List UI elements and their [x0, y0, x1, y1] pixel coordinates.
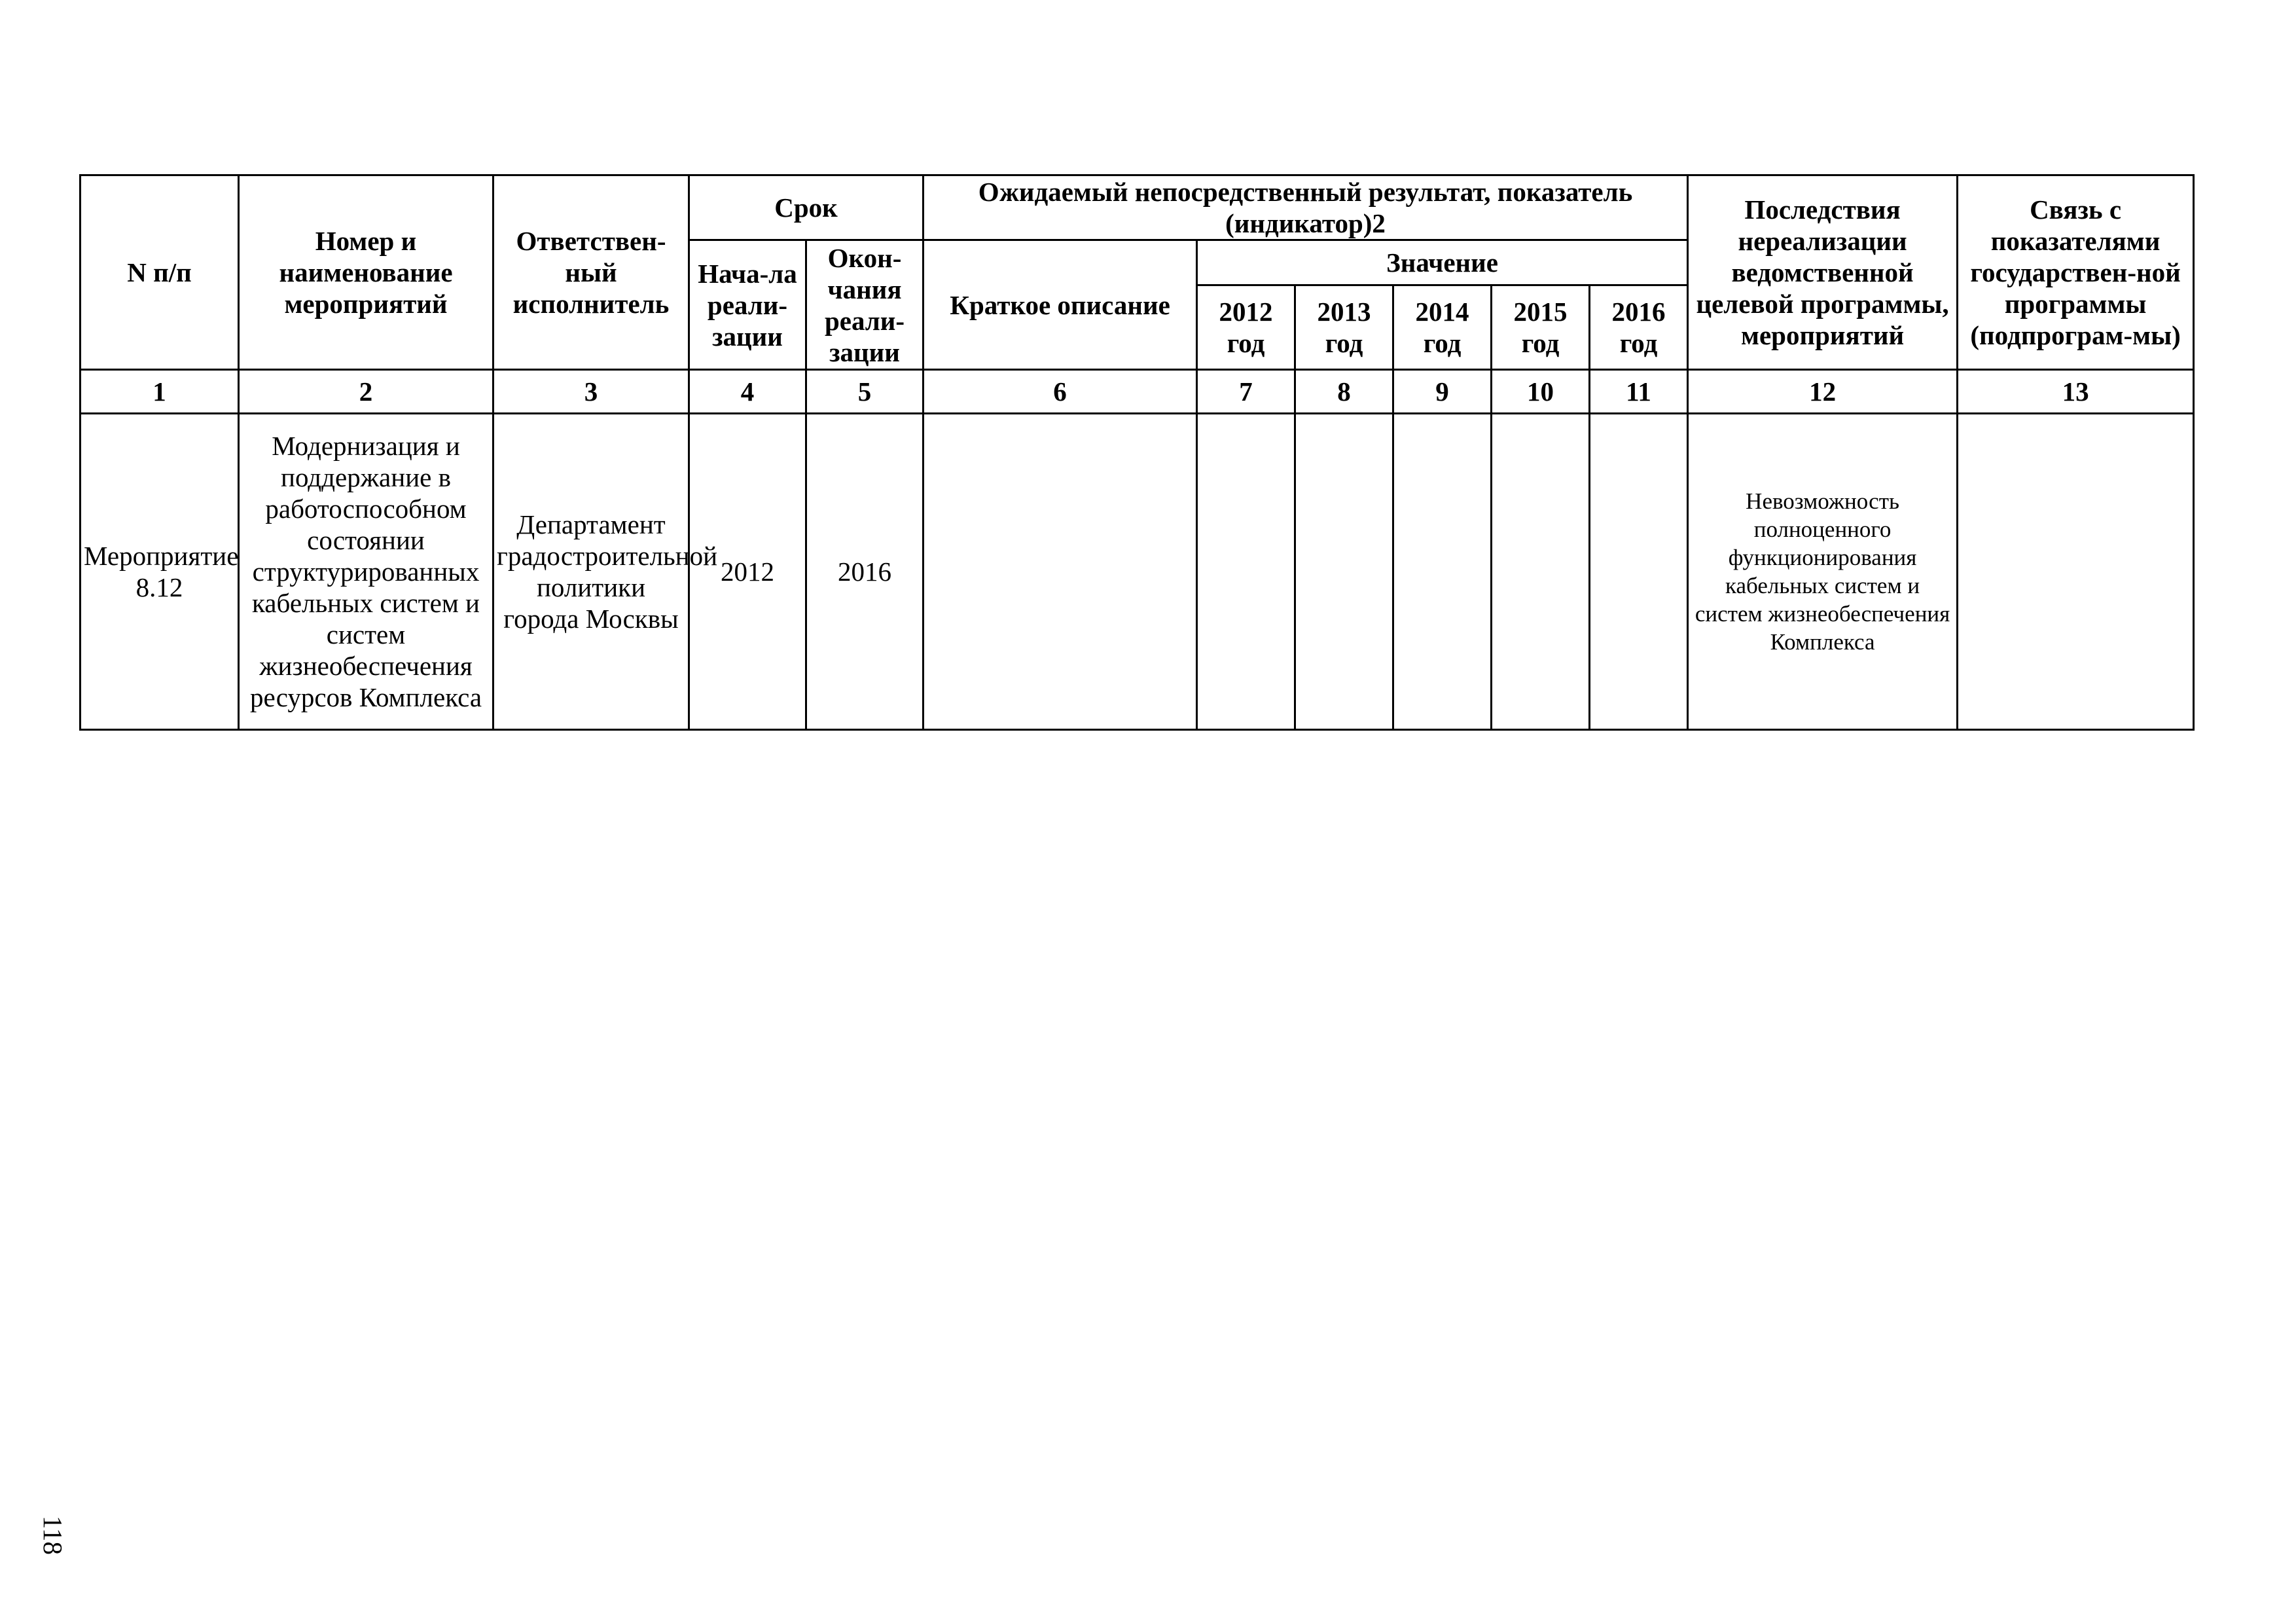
header-brief-description: Краткое описание	[924, 240, 1197, 370]
table-row	[81, 414, 2194, 730]
header-end: Окон-чания реали-зации	[806, 240, 924, 370]
header-number: N п/п	[81, 175, 239, 370]
cell-end-year: 2016	[806, 414, 924, 730]
cell-value-2015	[1492, 414, 1590, 730]
header-year-2012: 2012 год	[1197, 285, 1295, 370]
cell-start-year: 2012	[689, 414, 806, 730]
column-number: 3	[493, 370, 689, 414]
column-number: 2	[239, 370, 493, 414]
header-term: Срок	[689, 175, 924, 240]
cell-value-2013	[1295, 414, 1393, 730]
cell-event-name: Модернизация и поддержание в работоспособном состоянии структурированных кабельных систем и систем жизнеобеспечения ресурсов Комплекса	[239, 414, 493, 730]
cell-value-2014	[1393, 414, 1492, 730]
cell-responsible: Департамент градостроительной политики города Москвы	[493, 414, 689, 730]
header-expected-result: Ожидаемый непосредственный результат, показатель (индикатор)2	[924, 175, 1688, 240]
column-numbers-row	[81, 370, 2194, 414]
cell-event-number: Мероприятие 8.12	[81, 414, 239, 730]
header-year-2013: 2013 год	[1295, 285, 1393, 370]
cell-brief-description	[924, 414, 1197, 730]
column-number: 12	[1688, 370, 1958, 414]
header-year-2016: 2016 год	[1590, 285, 1688, 370]
header-program-link: Связь с показателями государствен-ной программы (подпрограм-мы)	[1958, 175, 2194, 370]
cell-value-2012	[1197, 414, 1295, 730]
cell-consequences: Невозможность полноценного функционирования кабельных систем и систем жизнеобеспечения Комплекса	[1688, 414, 1958, 730]
header-event-name: Номер и наименование мероприятий	[239, 175, 493, 370]
column-number: 7	[1197, 370, 1295, 414]
column-number: 4	[689, 370, 806, 414]
column-number: 8	[1295, 370, 1393, 414]
column-number: 13	[1958, 370, 2194, 414]
column-number: 11	[1590, 370, 1688, 414]
header-consequences: Последствия нереализации ведомственной целевой программы, мероприятий	[1688, 175, 1958, 370]
cell-program-link	[1958, 414, 2194, 730]
column-number: 9	[1393, 370, 1492, 414]
header-year-2014: 2014 год	[1393, 285, 1492, 370]
header-year-2015: 2015 год	[1492, 285, 1590, 370]
header-value: Значение	[1197, 240, 1688, 285]
column-number: 10	[1492, 370, 1590, 414]
program-table	[79, 174, 2195, 731]
column-number: 6	[924, 370, 1197, 414]
cell-value-2016	[1590, 414, 1688, 730]
header-responsible: Ответствен-ный исполнитель	[493, 175, 689, 370]
column-number: 5	[806, 370, 924, 414]
page-number: 118	[38, 1516, 68, 1555]
column-number: 1	[81, 370, 239, 414]
header-start: Нача-ла реали-зации	[689, 240, 806, 370]
